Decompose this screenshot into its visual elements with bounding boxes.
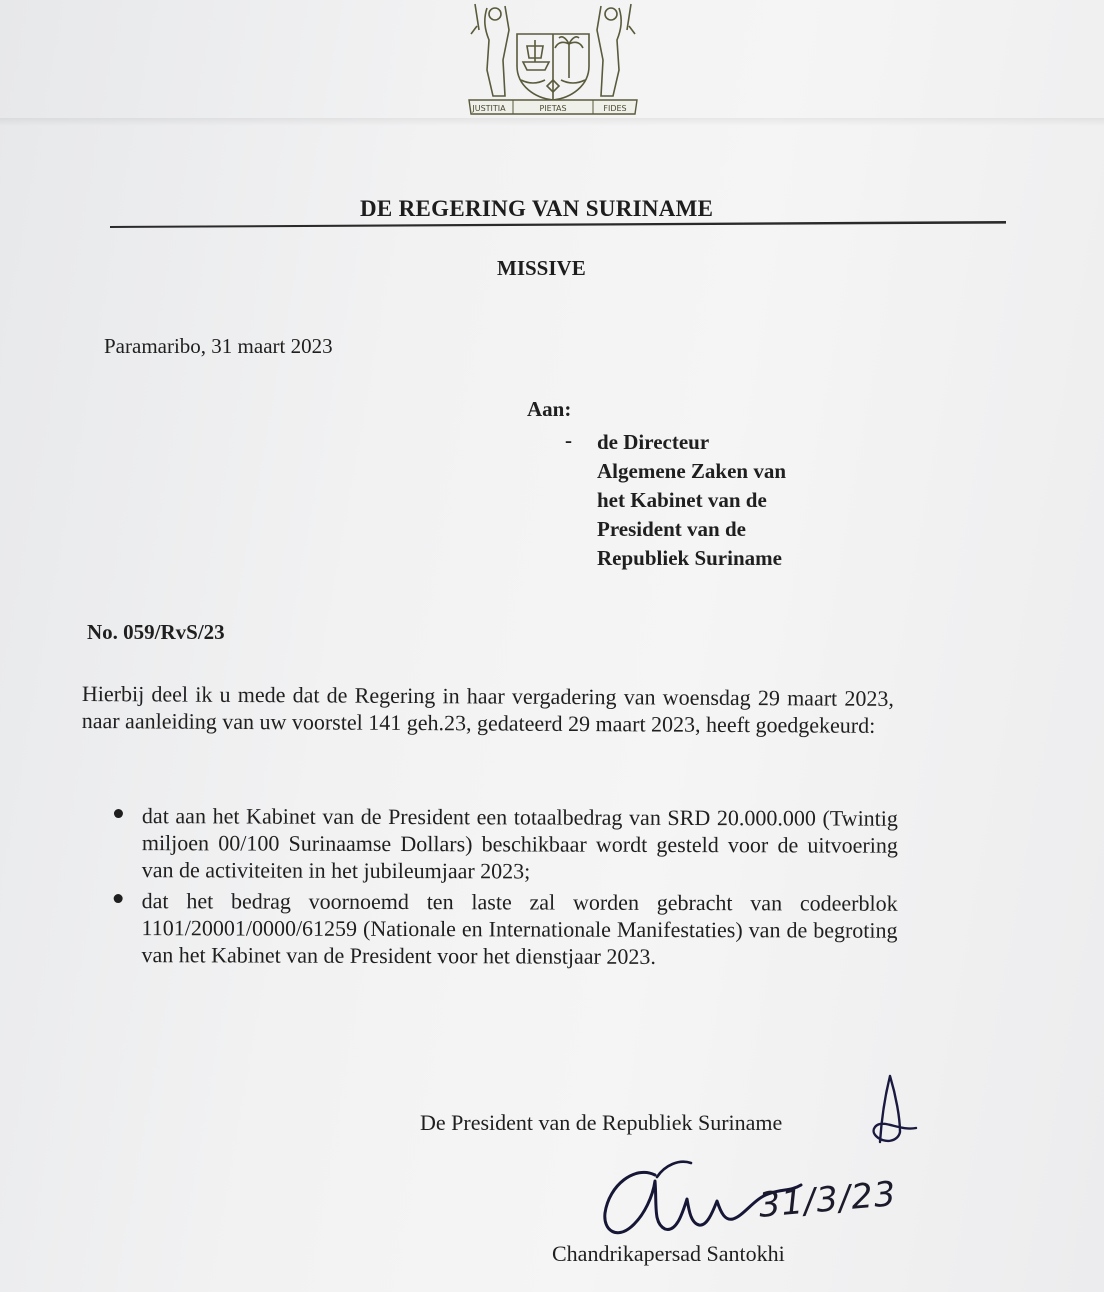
paper-fold-shadow — [0, 118, 1104, 126]
document-type: MISSIVE — [497, 256, 586, 280]
motto-fides: FIDES — [603, 104, 627, 113]
decision-text: dat aan het Kabinet van de President een totaalbedrag van SRD 20.000.000 (Twintig miljoen 00/100 Surinaamse Dollars) beschikbaar wordt gesteld voor de uitvoering van de activiteiten in het jubileumjaar 2023; — [141, 803, 898, 884]
bullet-icon — [114, 809, 123, 818]
signatory-title: De President van de Republiek Suriname — [420, 1110, 783, 1135]
list-item — [107, 887, 897, 971]
recipient-dash: - — [565, 428, 572, 452]
initial-mark-icon — [860, 1072, 920, 1152]
place-and-date: Paramaribo, 31 maart 2023 — [104, 334, 333, 358]
recipient-line: President van de — [597, 517, 746, 541]
recipient-line: het Kabinet van de — [597, 488, 767, 512]
recipient-label: Aan: — [527, 397, 572, 421]
recipient-line: Algemene Zaken van — [597, 459, 786, 483]
decision-text: dat het bedrag voornoemd ten laste zal worden gebracht van codeerblok 1101/20001/0000/61259 (Nationale en Internationale Manifestaties) van de begroting van het Kabinet van de President voor het dienstjaar 2023. — [141, 888, 898, 969]
decision-list — [107, 802, 898, 975]
motto-justitia: JUSTITIA — [472, 104, 506, 113]
handwritten-date: 31/3/23 — [757, 1173, 899, 1226]
motto-pietas: PIETAS — [539, 104, 567, 113]
reference-number: No. 059/RvS/23 — [87, 620, 225, 644]
intro-paragraph: Hierbij deel ik u mede dat de Regering in haar vergadering van woensdag 29 maart 2023, naar aanleiding van uw voorstel 141 geh.23, gedateerd 29 maart 2023, heeft goedgekeurd: — [81, 681, 894, 738]
recipient-line: Republiek Suriname — [597, 546, 782, 570]
government-title: DE REGERING VAN SURINAME — [360, 196, 714, 221]
list-item — [108, 802, 898, 886]
header-rule — [110, 221, 1006, 228]
coat-of-arms-emblem — [465, 0, 641, 118]
recipient-line: de Directeur — [597, 430, 710, 454]
signatory-name: Chandrikapersad Santokhi — [552, 1241, 785, 1266]
recipient-address — [597, 428, 786, 573]
bullet-icon — [114, 894, 123, 903]
